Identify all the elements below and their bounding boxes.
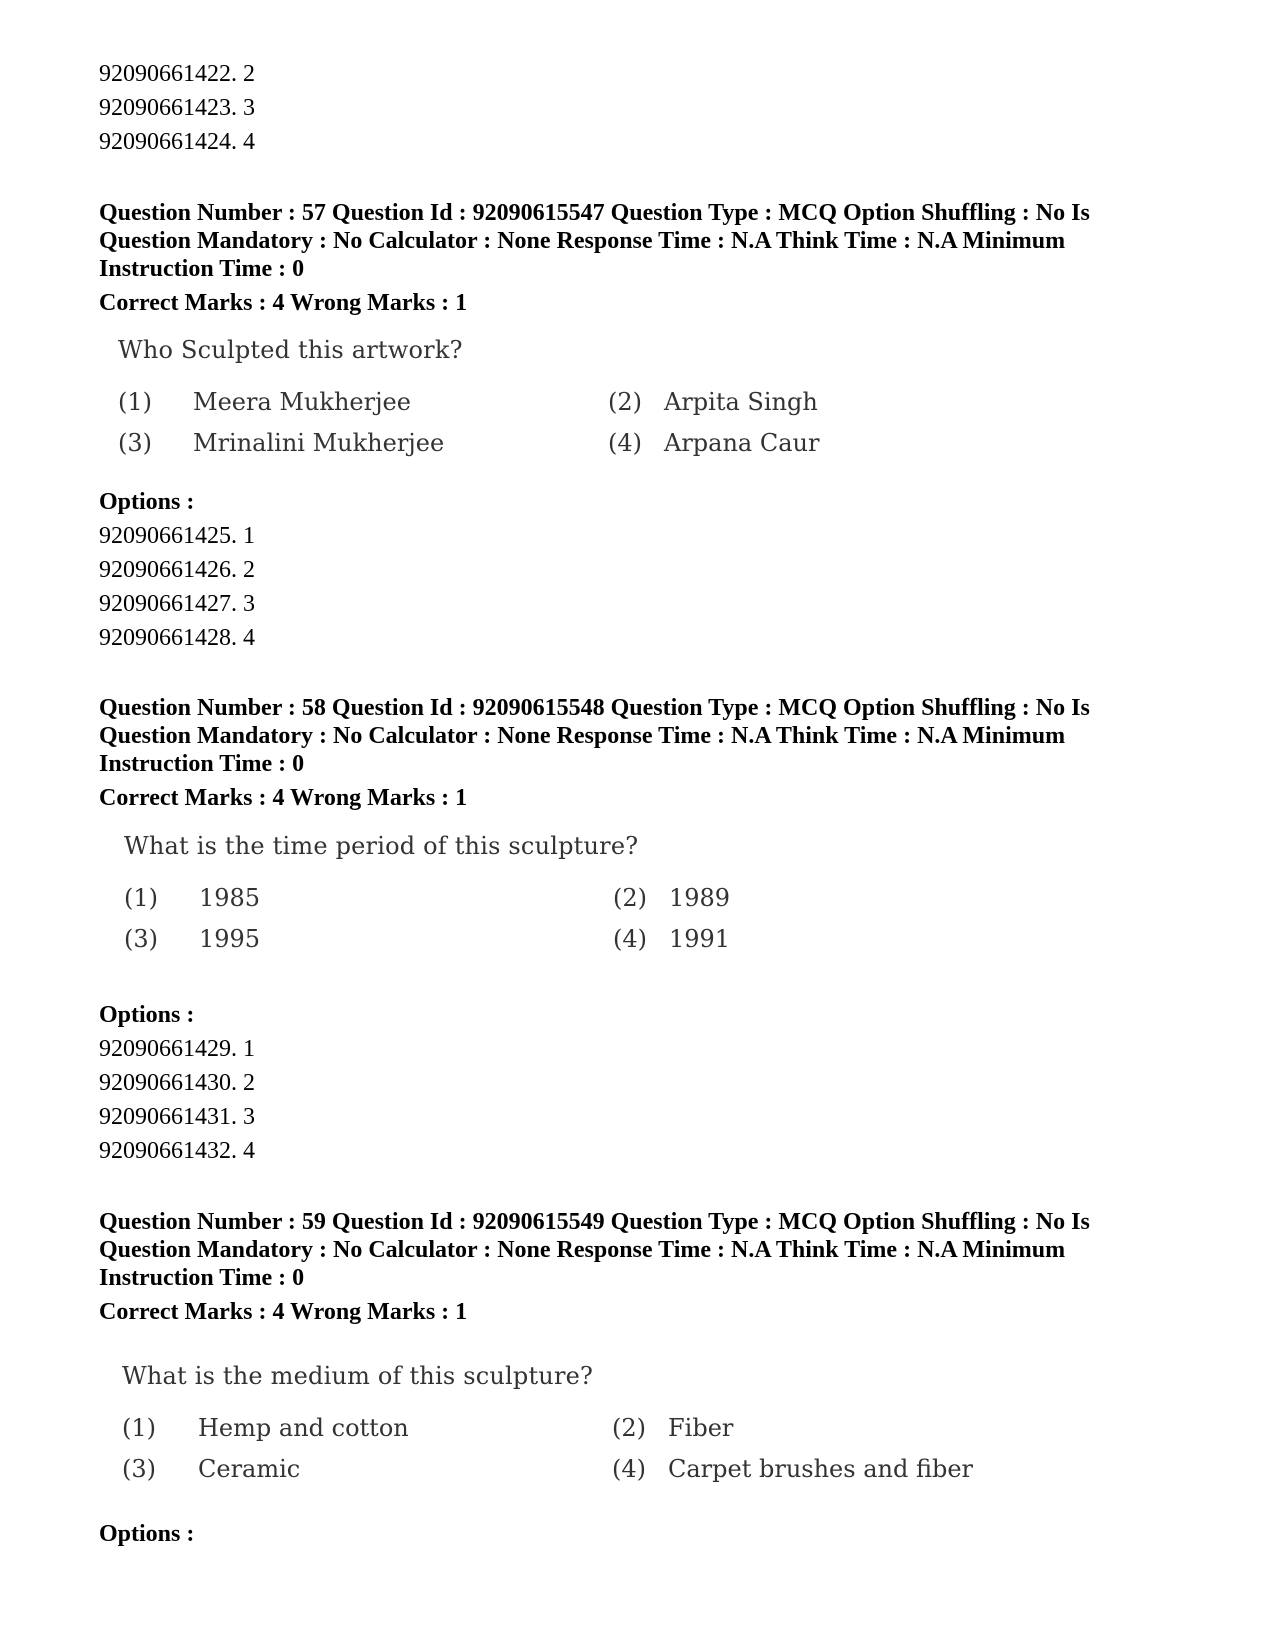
- choice-text: Arpana Caur: [664, 429, 820, 457]
- choice-text: Meera Mukherjee: [193, 388, 411, 416]
- choice-number: (4): [612, 1455, 646, 1483]
- choice-number: (3): [122, 1455, 156, 1483]
- option-line: 92090661427. 3: [99, 591, 255, 617]
- question-header: Instruction Time : 0: [99, 256, 305, 282]
- question-header: Question Number : 59 Question Id : 92090615549 Question Type : MCQ Option Shuffling : No Is: [99, 1209, 1090, 1235]
- choice-text: 1991: [669, 925, 731, 953]
- option-line: 92090661422. 2: [99, 61, 255, 87]
- choice-number: (3): [124, 925, 158, 953]
- option-line: 92090661428. 4: [99, 625, 255, 651]
- options-label: Options :: [99, 1002, 195, 1028]
- choice-text: 1995: [199, 925, 261, 953]
- option-line: 92090661431. 3: [99, 1104, 255, 1130]
- options-label: Options :: [99, 1521, 195, 1547]
- marks-line: Correct Marks : 4 Wrong Marks : 1: [99, 1299, 468, 1325]
- choice-text: Hemp and cotton: [198, 1414, 409, 1442]
- question-header: Instruction Time : 0: [99, 1265, 305, 1291]
- choice-text: Ceramic: [198, 1455, 301, 1483]
- choice-text: 1985: [199, 884, 261, 912]
- options-label: Options :: [99, 489, 195, 515]
- option-line: 92090661432. 4: [99, 1138, 255, 1164]
- marks-line: Correct Marks : 4 Wrong Marks : 1: [99, 785, 468, 811]
- marks-line: Correct Marks : 4 Wrong Marks : 1: [99, 290, 468, 316]
- question-header: Question Mandatory : No Calculator : None Response Time : N.A Think Time : N.A Minimum: [99, 723, 1066, 749]
- question-stem: What is the medium of this sculpture?: [122, 1362, 594, 1390]
- choice-text: Mrinalini Mukherjee: [193, 429, 445, 457]
- question-header: Instruction Time : 0: [99, 751, 305, 777]
- question-header: Question Mandatory : No Calculator : None Response Time : N.A Think Time : N.A Minimum: [99, 228, 1066, 254]
- choice-number: (2): [608, 388, 642, 416]
- option-line: 92090661426. 2: [99, 557, 255, 583]
- question-header: Question Number : 58 Question Id : 92090615548 Question Type : MCQ Option Shuffling : No Is: [99, 695, 1090, 721]
- choice-number: (4): [608, 429, 642, 457]
- choice-number: (4): [613, 925, 647, 953]
- choice-number: (1): [118, 388, 152, 416]
- choice-number: (1): [122, 1414, 156, 1442]
- choice-number: (2): [612, 1414, 646, 1442]
- question-header: Question Mandatory : No Calculator : None Response Time : N.A Think Time : N.A Minimum: [99, 1237, 1066, 1263]
- option-line: 92090661430. 2: [99, 1070, 255, 1096]
- option-line: 92090661425. 1: [99, 523, 255, 549]
- question-header: Question Number : 57 Question Id : 92090615547 Question Type : MCQ Option Shuffling : No Is: [99, 200, 1090, 226]
- option-line: 92090661429. 1: [99, 1036, 255, 1062]
- option-line: 92090661423. 3: [99, 95, 255, 121]
- choice-number: (3): [118, 429, 152, 457]
- question-stem: What is the time period of this sculpture?: [124, 832, 639, 860]
- option-line: 92090661424. 4: [99, 129, 255, 155]
- choice-text: 1989: [669, 884, 731, 912]
- choice-number: (1): [124, 884, 158, 912]
- choice-text: Fiber: [668, 1414, 734, 1442]
- choice-text: Carpet brushes and fiber: [668, 1455, 974, 1483]
- question-stem: Who Sculpted this artwork?: [118, 336, 463, 364]
- choice-number: (2): [613, 884, 647, 912]
- choice-text: Arpita Singh: [664, 388, 818, 416]
